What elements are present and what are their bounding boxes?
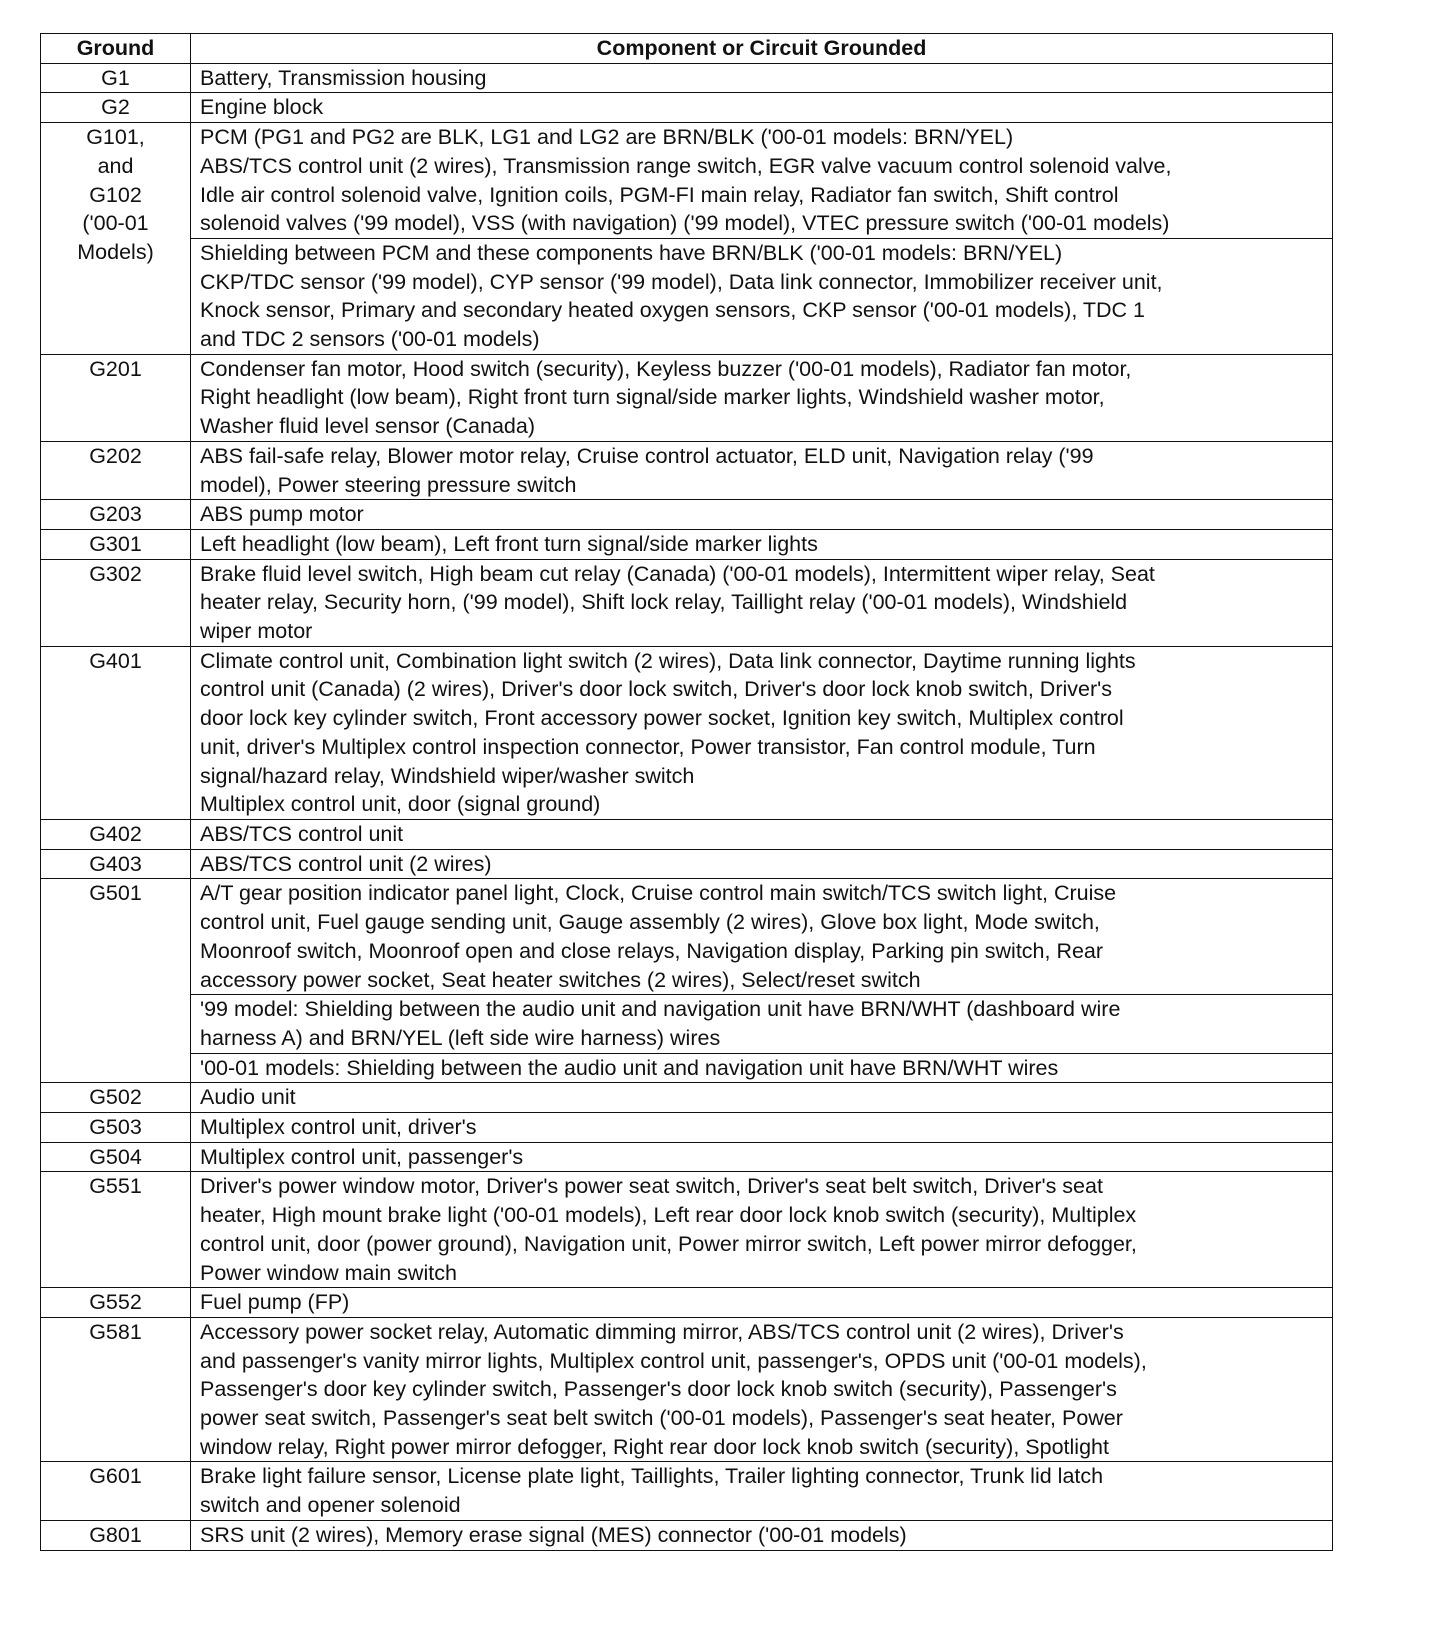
ground-id: G201 [41,354,191,441]
table-row [41,238,1333,354]
table-row [41,1288,1333,1318]
ground-id: G801 [41,1520,191,1550]
table-row [41,1520,1333,1550]
component-cell: Multiplex control unit, passenger's [191,1142,1333,1172]
ground-id: G504 [41,1142,191,1172]
table-row [41,559,1333,646]
component-cell: '99 model: Shielding between the audio unit and navigation unit have BRN/WHT (dashboard wire harness A) and BRN/YEL (left side wire harness) wires [191,995,1333,1053]
component-cell: ABS pump motor [191,500,1333,530]
table-row [41,1053,1333,1083]
component-cell: Fuel pump (FP) [191,1288,1333,1318]
component-cell: Condenser fan motor, Hood switch (security), Keyless buzzer ('00-01 models), Radiator fan motor, Right headlight (low beam), Right front turn signal/side marker lights, Windshield washer motor, Washer fluid level sensor (Canada) [191,354,1333,441]
component-cell: ABS/TCS control unit [191,819,1333,849]
ground-id: G601 [41,1462,191,1520]
table-row [41,529,1333,559]
ground-id: G401 [41,646,191,819]
ground-id: G302 [41,559,191,646]
table-row [41,63,1333,93]
table-row [41,1083,1333,1113]
ground-id: G501 [41,879,191,1083]
component-cell: PCM (PG1 and PG2 are BLK, LG1 and LG2 are BRN/BLK ('00-01 models: BRN/YEL) ABS/TCS control unit (2 wires), Transmission range switch, EGR valve vacuum control solenoid valve, Idle air control solenoid valve, Ignition coils, PGM-FI main relay, Radiator fan switch, Shift control solenoid valves ('99 model), VSS (with navigation) ('99 model), VTEC pressure switch ('00-01 models) [191,123,1333,239]
ground-id: G1 [41,63,191,93]
table-row [41,93,1333,123]
component-cell: Brake fluid level switch, High beam cut relay (Canada) ('00-01 models), Intermittent wiper relay, Seat heater relay, Security horn, ('99 model), Shift lock relay, Taillight relay ('00-01 models), Windshield wiper motor [191,559,1333,646]
component-cell: Left headlight (low beam), Left front turn signal/side marker lights [191,529,1333,559]
table-row [41,849,1333,879]
table-row [41,646,1333,819]
ground-id: G403 [41,849,191,879]
component-cell: Climate control unit, Combination light switch (2 wires), Data link connector, Daytime running lights control unit (Canada) (2 wires), Driver's door lock switch, Driver's door lock knob switch, Driver's door lock key cylinder switch, Front accessory power socket, Ignition key switch, Multiplex control unit, driver's Multiplex control inspection connector, Power transistor, Fan control module, Turn signal/hazard relay, Windshield wiper/washer switch Multiplex control unit, door (signal ground) [191,646,1333,819]
ground-id: G551 [41,1172,191,1288]
ground-id: G301 [41,529,191,559]
table-row [41,879,1333,995]
ground-id: G101, and G102 ('00-01 Models) [41,123,191,355]
table-row [41,123,1333,239]
component-cell: '00-01 models: Shielding between the audio unit and navigation unit have BRN/WHT wires [191,1053,1333,1083]
component-cell: Accessory power socket relay, Automatic dimming mirror, ABS/TCS control unit (2 wires), Driver's and passenger's vanity mirror lights, Multiplex control unit, passenger's, OPDS unit ('00-01 models), Passenger's door key cylinder switch, Passenger's door lock knob switch (security), Passenger's power seat switch, Passenger's seat belt switch ('00-01 models), Passenger's seat heater, Power window relay, Right power mirror defogger, Right rear door lock knob switch (security), Spotlight [191,1317,1333,1462]
ground-id: G402 [41,819,191,849]
component-cell: ABS fail-safe relay, Blower motor relay, Cruise control actuator, ELD unit, Navigation relay ('99 model), Power steering pressure switch [191,441,1333,499]
component-cell: A/T gear position indicator panel light, Clock, Cruise control main switch/TCS switch light, Cruise control unit, Fuel gauge sending unit, Gauge assembly (2 wires), Glove box light, Mode switch, Moonroof switch, Moonroof open and close relays, Navigation display, Parking pin switch, Rear accessory power socket, Seat heater switches (2 wires), Select/reset switch [191,879,1333,995]
table-row [41,995,1333,1053]
table-row [41,1113,1333,1143]
component-cell: ABS/TCS control unit (2 wires) [191,849,1333,879]
ground-id: G2 [41,93,191,123]
header-component: Component or Circuit Grounded [191,34,1333,64]
component-cell: SRS unit (2 wires), Memory erase signal (MES) connector ('00-01 models) [191,1520,1333,1550]
ground-id: G202 [41,441,191,499]
component-cell: Audio unit [191,1083,1333,1113]
table-row [41,441,1333,499]
component-cell: Brake light failure sensor, License plate light, Taillights, Trailer lighting connector, Trunk lid latch switch and opener solenoid [191,1462,1333,1520]
ground-id: G581 [41,1317,191,1462]
ground-id: G503 [41,1113,191,1143]
ground-id: G203 [41,500,191,530]
component-cell: Multiplex control unit, driver's [191,1113,1333,1143]
ground-id: G502 [41,1083,191,1113]
header-row [41,34,1333,64]
ground-id: G552 [41,1288,191,1318]
ground-table [40,33,1333,1551]
header-ground: Ground [41,34,191,64]
table-row [41,1142,1333,1172]
table-row [41,1317,1333,1462]
table-row [41,354,1333,441]
table-row [41,1172,1333,1288]
table-row [41,500,1333,530]
table-row [41,819,1333,849]
component-cell: Battery, Transmission housing [191,63,1333,93]
table-row [41,1462,1333,1520]
component-cell: Engine block [191,93,1333,123]
component-cell: Shielding between PCM and these components have BRN/BLK ('00-01 models: BRN/YEL) CKP/TDC sensor ('99 model), CYP sensor ('99 model), Data link connector, Immobilizer receiver unit, Knock sensor, Primary and secondary heated oxygen sensors, CKP sensor ('00-01 models), TDC 1 and TDC 2 sensors ('00-01 models) [191,238,1333,354]
component-cell: Driver's power window motor, Driver's power seat switch, Driver's seat belt switch, Driver's seat heater, High mount brake light ('00-01 models), Left rear door lock knob switch (security), Multiplex control unit, door (power ground), Navigation unit, Power mirror switch, Left power mirror defogger, Power window main switch [191,1172,1333,1288]
